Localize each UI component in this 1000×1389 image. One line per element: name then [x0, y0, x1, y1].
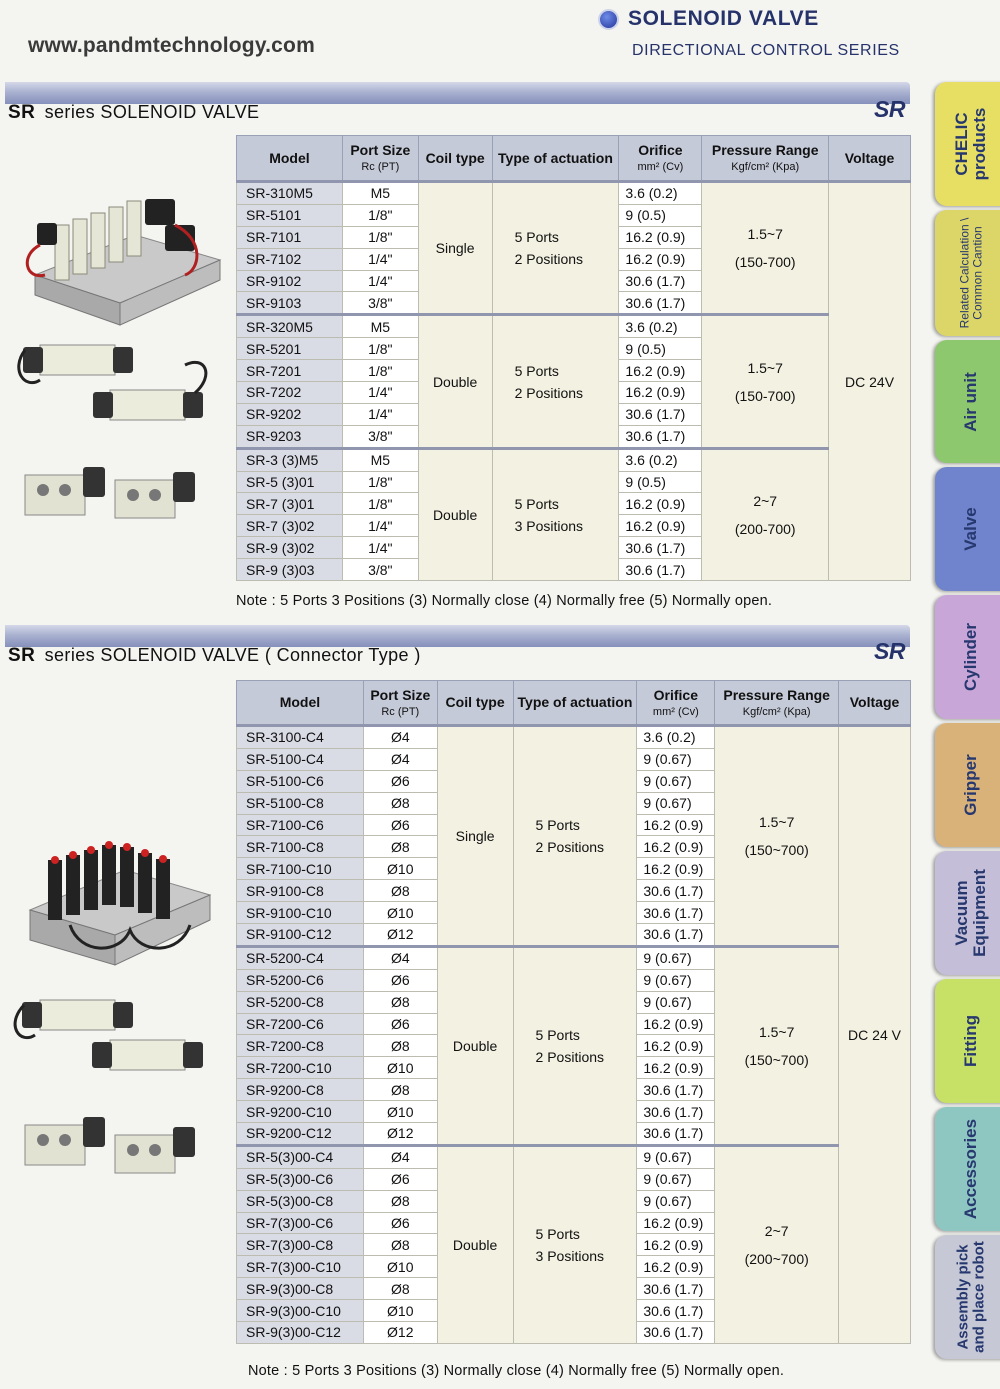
section-title-2 [8, 645, 421, 667]
actuation-ports: 5 Ports [535, 816, 580, 833]
section-title-text: series SOLENOID VALVE [44, 102, 260, 122]
model-cell: SR-9(3)00-C12 [237, 1322, 364, 1344]
port-size-cell: Ø4 [363, 726, 437, 749]
model-cell: SR-5(3)00-C4 [237, 1145, 364, 1168]
orifice-cell: 30.6 (1.7) [619, 292, 702, 315]
port-size-cell: Ø10 [363, 1256, 437, 1278]
model-cell: SR-7 (3)01 [237, 493, 343, 515]
actuation-cell [513, 946, 637, 1145]
actuation-cell [492, 182, 619, 315]
actuation-positions: 2 Positions [514, 251, 584, 268]
model-cell: SR-5(3)00-C6 [237, 1168, 364, 1190]
pressure-range-cell [715, 726, 839, 947]
model-cell: SR-5101 [237, 204, 343, 226]
model-cell: SR-7200-C10 [237, 1057, 364, 1079]
port-size-cell: Ø12 [363, 1322, 437, 1344]
model-cell: SR-7201 [237, 360, 343, 382]
model-cell: SR-7(3)00-C8 [237, 1234, 364, 1256]
orifice-cell: 30.6 (1.7) [619, 403, 702, 425]
orifice-cell: 16.2 (0.9) [637, 814, 715, 836]
pressure-range-cell [702, 315, 829, 448]
orifice-cell: 9 (0.67) [637, 770, 715, 792]
side-tab-8[interactable] [935, 1107, 1000, 1231]
table-row [237, 1145, 911, 1168]
actuation-cell [513, 1145, 637, 1343]
model-cell: SR-5 (3)01 [237, 471, 343, 493]
orifice-cell: 9 (0.67) [637, 1145, 715, 1168]
orifice-cell: 16.2 (0.9) [637, 1234, 715, 1256]
port-size-cell: Ø8 [363, 991, 437, 1013]
side-tab-1[interactable] [935, 210, 1000, 336]
actuation-ports: 5 Ports [514, 495, 559, 512]
pressure-kgf: 2~7 [764, 1222, 789, 1239]
actuation-positions: 3 Positions [535, 1247, 605, 1264]
port-size-cell: Ø12 [363, 924, 437, 947]
side-tab-4[interactable] [935, 595, 1000, 719]
port-size-cell: M5 [342, 182, 418, 205]
orifice-cell: 9 (0.67) [637, 1168, 715, 1190]
port-size-cell: 3/8" [342, 425, 418, 448]
model-cell: SR-9103 [237, 292, 343, 315]
port-size-cell: Ø8 [363, 880, 437, 902]
model-cell: SR-3100-C4 [237, 726, 364, 749]
orifice-cell: 16.2 (0.9) [637, 858, 715, 880]
port-size-cell: 3/8" [342, 559, 418, 581]
model-cell: SR-310M5 [237, 182, 343, 205]
port-size-cell: 1/4" [342, 515, 418, 537]
port-size-cell: Ø10 [363, 858, 437, 880]
col-actuation: Type of actuation [513, 681, 637, 726]
orifice-cell: 9 (0.67) [637, 1190, 715, 1212]
model-cell: SR-5201 [237, 338, 343, 360]
model-cell: SR-9 (3)03 [237, 559, 343, 581]
orifice-cell: 16.2 (0.9) [619, 515, 702, 537]
orifice-cell: 30.6 (1.7) [637, 1300, 715, 1322]
actuation-positions: 2 Positions [514, 384, 584, 401]
side-tab-label: Accessories [961, 1118, 981, 1220]
bullet-circle-icon [598, 9, 619, 30]
orifice-cell: 16.2 (0.9) [637, 1057, 715, 1079]
col-pressure: Pressure Range Kgf/cm² (Kpa) [702, 136, 829, 182]
actuation-positions: 3 Positions [514, 517, 584, 534]
orifice-cell: 30.6 (1.7) [637, 1322, 715, 1344]
orifice-cell: 16.2 (0.9) [619, 360, 702, 382]
port-size-cell: 1/8" [342, 338, 418, 360]
model-cell: SR-7202 [237, 382, 343, 404]
model-cell: SR-5100-C6 [237, 770, 364, 792]
side-tab-0[interactable] [935, 82, 1000, 206]
orifice-cell: 9 (0.5) [619, 471, 702, 493]
orifice-cell: 16.2 (0.9) [619, 226, 702, 248]
side-tab-9[interactable] [935, 1235, 1000, 1359]
model-cell: SR-7100-C10 [237, 858, 364, 880]
col-port-size: Port Size Rc (PT) [342, 136, 418, 182]
port-size-cell: Ø8 [363, 792, 437, 814]
pressure-range-cell [715, 1145, 839, 1343]
pressure-range-cell [702, 182, 829, 315]
model-cell: SR-320M5 [237, 315, 343, 338]
orifice-cell: 3.6 (0.2) [637, 726, 715, 749]
port-size-cell: Ø4 [363, 1145, 437, 1168]
orifice-cell: 3.6 (0.2) [619, 182, 702, 205]
note-1: Note : 5 Ports 3 Positions (3) Normally close (4) Normally free (5) Normally open. [236, 593, 773, 609]
col-coil-type: Coil type [437, 681, 513, 726]
side-tab-label: Cylinder [961, 622, 981, 692]
spec-table-connector [236, 680, 911, 1344]
table-row [237, 315, 911, 338]
orifice-cell: 16.2 (0.9) [637, 836, 715, 858]
section-title-1 [8, 102, 259, 124]
model-cell: SR-9200-C10 [237, 1101, 364, 1123]
actuation-positions: 2 Positions [535, 1048, 605, 1065]
orifice-cell: 16.2 (0.9) [637, 1035, 715, 1057]
table-row [237, 726, 911, 749]
actuation-ports: 5 Ports [514, 229, 559, 246]
model-cell: SR-3 (3)M5 [237, 448, 343, 471]
model-cell: SR-5100-C8 [237, 792, 364, 814]
orifice-cell: 9 (0.67) [637, 792, 715, 814]
port-size-cell: Ø6 [363, 814, 437, 836]
model-cell: SR-7200-C8 [237, 1035, 364, 1057]
table-row [237, 448, 911, 471]
port-size-cell: 1/8" [342, 204, 418, 226]
orifice-cell: 30.6 (1.7) [637, 1123, 715, 1146]
side-tab-6[interactable] [935, 851, 1000, 975]
model-cell: SR-7101 [237, 226, 343, 248]
port-size-cell: 1/4" [342, 537, 418, 559]
model-cell: SR-9 (3)02 [237, 537, 343, 559]
side-tab-2[interactable] [935, 340, 1000, 463]
side-tab-7[interactable] [935, 979, 1000, 1103]
actuation-ports: 5 Ports [535, 1225, 580, 1242]
model-cell: SR-7100-C6 [237, 814, 364, 836]
pressure-kpa: (150~700) [744, 841, 809, 858]
port-size-cell: 1/8" [342, 471, 418, 493]
model-cell: SR-7(3)00-C10 [237, 1256, 364, 1278]
actuation-positions: 2 Positions [535, 838, 605, 855]
port-size-cell: 3/8" [342, 292, 418, 315]
section-band-1 [5, 82, 910, 104]
port-size-cell: Ø6 [363, 770, 437, 792]
orifice-cell: 3.6 (0.2) [619, 315, 702, 338]
side-tab-label: Gripper [961, 754, 981, 816]
side-tab-5[interactable] [935, 723, 1000, 847]
pressure-kpa: (150~700) [744, 1051, 809, 1068]
section-badge-2: SR [874, 638, 905, 664]
model-cell: SR-5200-C8 [237, 991, 364, 1013]
model-cell: SR-9102 [237, 270, 343, 292]
port-size-cell: 1/4" [342, 382, 418, 404]
col-pressure: Pressure Range Kgf/cm² (Kpa) [715, 681, 839, 726]
side-tab-label: CHELIC products [952, 107, 989, 181]
coil-type-cell: Double [418, 448, 492, 580]
port-size-cell: 1/8" [342, 226, 418, 248]
orifice-cell: 9 (0.67) [637, 946, 715, 969]
port-size-cell: Ø6 [363, 969, 437, 991]
col-voltage: Voltage [829, 136, 911, 182]
orifice-cell: 9 (0.67) [637, 748, 715, 770]
port-size-cell: Ø8 [363, 1035, 437, 1057]
side-tab-label: Assembly pick and place robot [954, 1241, 987, 1353]
orifice-cell: 9 (0.67) [637, 969, 715, 991]
spec-table-standard [236, 135, 911, 581]
orifice-cell: 16.2 (0.9) [619, 493, 702, 515]
page-subtitle: DIRECTIONAL CONTROL SERIES [632, 42, 900, 59]
orifice-cell: 16.2 (0.9) [637, 1256, 715, 1278]
port-size-cell: Ø8 [363, 1278, 437, 1300]
orifice-cell: 16.2 (0.9) [637, 1013, 715, 1035]
section-title-text: series SOLENOID VALVE ( Connector Type ) [44, 645, 421, 665]
side-tab-label: Air unit [961, 371, 981, 432]
model-cell: SR-9200-C8 [237, 1079, 364, 1101]
page-title-text: SOLENOID VALVE [628, 7, 819, 30]
orifice-cell: 30.6 (1.7) [637, 1101, 715, 1123]
port-size-cell: Ø12 [363, 1123, 437, 1146]
orifice-cell: 16.2 (0.9) [619, 382, 702, 404]
pressure-range-cell [715, 946, 839, 1145]
port-size-cell: 1/8" [342, 493, 418, 515]
model-cell: SR-9(3)00-C8 [237, 1278, 364, 1300]
coil-type-cell: Single [437, 726, 513, 947]
orifice-cell: 30.6 (1.7) [637, 902, 715, 924]
coil-type-cell: Double [418, 315, 492, 448]
pressure-range-cell [702, 448, 829, 580]
table-row [237, 182, 911, 205]
orifice-cell: 30.6 (1.7) [619, 537, 702, 559]
side-tab-3[interactable] [935, 467, 1000, 591]
table-row [237, 946, 911, 969]
model-cell: SR-9100-C10 [237, 902, 364, 924]
voltage-cell: DC 24V [829, 182, 911, 581]
col-orifice: Orifice mm² (Cv) [637, 681, 715, 726]
page-title [598, 7, 819, 31]
product-photo-connector-valves [10, 835, 225, 1195]
model-cell: SR-5(3)00-C8 [237, 1190, 364, 1212]
port-size-cell: Ø10 [363, 1057, 437, 1079]
orifice-cell: 30.6 (1.7) [637, 1278, 715, 1300]
side-tab-label: Fitting [961, 1015, 981, 1067]
website-url: www.pandmtechnology.com [28, 34, 315, 57]
model-cell: SR-9100-C8 [237, 880, 364, 902]
side-tab-label: Valve [961, 507, 981, 551]
orifice-cell: 30.6 (1.7) [619, 559, 702, 581]
product-photo-sr-valves [15, 185, 230, 555]
orifice-cell: 30.6 (1.7) [637, 880, 715, 902]
model-cell: SR-5200-C4 [237, 946, 364, 969]
port-size-cell: Ø8 [363, 1234, 437, 1256]
actuation-cell [513, 726, 637, 947]
port-size-cell: 1/4" [342, 270, 418, 292]
col-actuation: Type of actuation [492, 136, 619, 182]
section-band-2 [5, 625, 910, 647]
col-model: Model [237, 136, 343, 182]
model-cell: SR-7 (3)02 [237, 515, 343, 537]
actuation-ports: 5 Ports [514, 362, 559, 379]
model-cell: SR-9203 [237, 425, 343, 448]
port-size-cell: Ø4 [363, 946, 437, 969]
pressure-kgf: 1.5~7 [758, 1023, 795, 1040]
port-size-cell: 1/4" [342, 403, 418, 425]
pressure-kpa: (200~700) [744, 1250, 809, 1267]
orifice-cell: 30.6 (1.7) [637, 924, 715, 947]
actuation-ports: 5 Ports [535, 1026, 580, 1043]
pressure-kpa: (150-700) [734, 254, 796, 271]
port-size-cell: Ø8 [363, 836, 437, 858]
port-size-cell: M5 [342, 448, 418, 471]
port-size-cell: Ø4 [363, 748, 437, 770]
model-cell: SR-7(3)00-C6 [237, 1212, 364, 1234]
model-cell: SR-7102 [237, 248, 343, 270]
col-model: Model [237, 681, 364, 726]
orifice-cell: 9 (0.5) [619, 338, 702, 360]
port-size-cell: Ø10 [363, 1300, 437, 1322]
note-2: Note : 5 Ports 3 Positions (3) Normally close (4) Normally free (5) Normally open. [248, 1363, 785, 1379]
port-size-cell: Ø6 [363, 1212, 437, 1234]
side-tab-label: Related Calculation \ Common Cantion [957, 217, 984, 329]
model-cell: SR-9202 [237, 403, 343, 425]
section-prefix: SR [8, 102, 36, 123]
side-tab-label: Vacuum Equipment [952, 869, 989, 957]
model-cell: SR-7100-C8 [237, 836, 364, 858]
port-size-cell: Ø8 [363, 1079, 437, 1101]
coil-type-cell: Single [418, 182, 492, 315]
voltage-cell: DC 24 V [839, 726, 911, 1344]
model-cell: SR-9(3)00-C10 [237, 1300, 364, 1322]
pressure-kgf: 1.5~7 [747, 226, 783, 243]
orifice-cell: 9 (0.5) [619, 204, 702, 226]
coil-type-cell: Double [437, 1145, 513, 1343]
pressure-kgf: 2~7 [753, 492, 778, 509]
orifice-cell: 9 (0.67) [637, 991, 715, 1013]
orifice-cell: 30.6 (1.7) [619, 425, 702, 448]
coil-type-cell: Double [437, 946, 513, 1145]
model-cell: SR-9100-C12 [237, 924, 364, 947]
model-cell: SR-9200-C12 [237, 1123, 364, 1146]
pressure-kgf: 1.5~7 [747, 359, 783, 376]
port-size-cell: Ø8 [363, 1190, 437, 1212]
actuation-cell [492, 448, 619, 580]
orifice-cell: 16.2 (0.9) [619, 248, 702, 270]
model-cell: SR-7200-C6 [237, 1013, 364, 1035]
orifice-cell: 30.6 (1.7) [619, 270, 702, 292]
model-cell: SR-5100-C4 [237, 748, 364, 770]
port-size-cell: Ø6 [363, 1168, 437, 1190]
pressure-kpa: (150-700) [734, 387, 796, 404]
orifice-cell: 3.6 (0.2) [619, 448, 702, 471]
port-size-cell: Ø6 [363, 1013, 437, 1035]
col-port-size: Port Size Rc (PT) [363, 681, 437, 726]
pressure-kpa: (200-700) [734, 520, 796, 537]
port-size-cell: 1/4" [342, 248, 418, 270]
pressure-kgf: 1.5~7 [758, 813, 795, 830]
port-size-cell: Ø10 [363, 902, 437, 924]
col-orifice: Orifice mm² (Cv) [619, 136, 702, 182]
orifice-cell: 16.2 (0.9) [637, 1212, 715, 1234]
col-coil-type: Coil type [418, 136, 492, 182]
col-voltage: Voltage [839, 681, 911, 726]
port-size-cell: Ø10 [363, 1101, 437, 1123]
port-size-cell: 1/8" [342, 360, 418, 382]
model-cell: SR-5200-C6 [237, 969, 364, 991]
section-badge-1: SR [874, 96, 905, 122]
orifice-cell: 30.6 (1.7) [637, 1079, 715, 1101]
actuation-cell [492, 315, 619, 448]
section-prefix: SR [8, 645, 36, 666]
port-size-cell: M5 [342, 315, 418, 338]
